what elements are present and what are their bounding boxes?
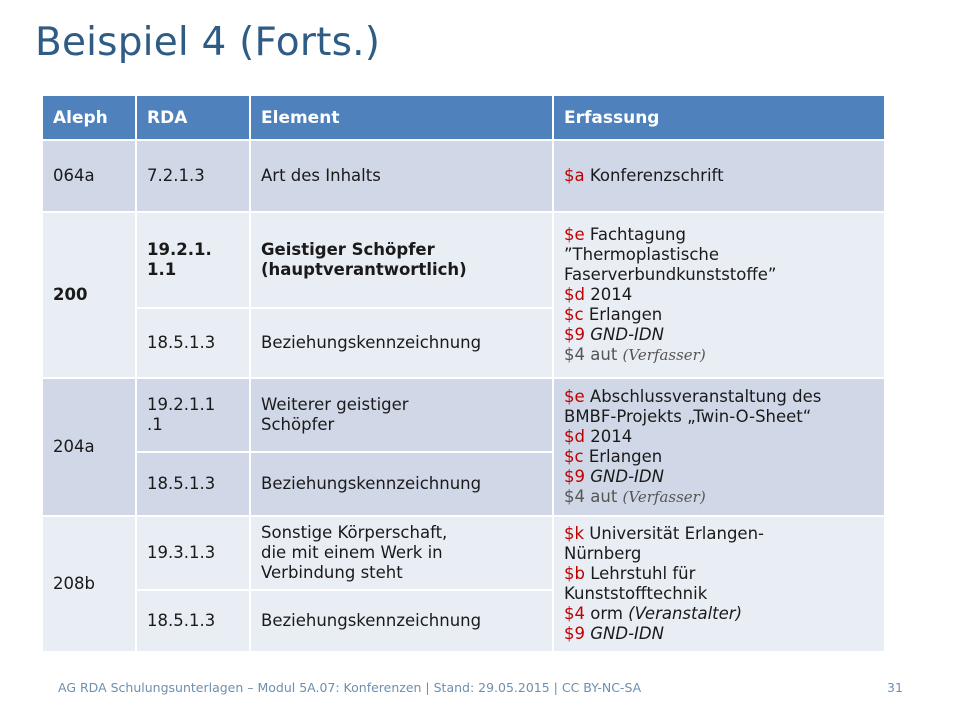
subfield-code: $4 — [564, 487, 585, 506]
erfassung-line — [564, 624, 878, 644]
subfield-value: Lehrstuhl für — [584, 564, 696, 583]
subfield-code: $9 — [564, 325, 585, 344]
rda-line: 19.2.1.1 — [147, 395, 216, 414]
subfield-code: $4 — [564, 345, 585, 364]
erfassung-line: Nürnberg — [564, 544, 642, 563]
subfield-value: GND-IDN — [585, 624, 664, 643]
element-line: Geistiger Schöpfer — [261, 240, 435, 259]
erfassung-line — [564, 225, 878, 245]
subfield-value: GND-IDN — [585, 467, 664, 486]
subfield-code: $e — [564, 387, 585, 406]
erfassung-line: Kunststofftechnik — [564, 584, 708, 603]
page-number: 31 — [887, 680, 903, 695]
element-cell — [250, 516, 553, 590]
rda-line: 19.2.1. — [147, 240, 212, 259]
rda-cell — [136, 212, 250, 308]
subfield-value: aut — [585, 487, 623, 506]
header-aleph: Aleph — [42, 95, 136, 140]
erfassung-cell — [553, 212, 885, 378]
example-table — [41, 94, 886, 653]
erfassung-cell — [553, 140, 885, 212]
role-label: (Veranstalter) — [628, 604, 743, 623]
element-line: Verbindung steht — [261, 563, 403, 582]
erfassung-line: BMBF-Projekts „Twin-O-Sheet“ — [564, 407, 812, 426]
subfield-value: GND-IDN — [585, 325, 664, 344]
element-cell: Art des Inhalts — [250, 140, 553, 212]
erfassung-line — [564, 345, 878, 365]
table-row — [42, 516, 885, 590]
erfassung-line — [564, 427, 878, 447]
subfield-code: $4 — [564, 604, 585, 623]
rda-cell: 18.5.1.3 — [136, 452, 250, 516]
role-label: (Verfasser) — [622, 346, 706, 364]
subfield-code: $b — [564, 564, 585, 583]
erfassung-line — [564, 305, 878, 325]
element-line: Weiterer geistiger — [261, 395, 409, 414]
header-erfassung: Erfassung — [553, 95, 885, 140]
subfield-value: 2014 — [584, 427, 633, 446]
rda-line: 1.1 — [147, 260, 177, 279]
rda-cell: 18.5.1.3 — [136, 590, 250, 652]
aleph-cell: 204a — [42, 378, 136, 516]
erfassung-line — [564, 564, 878, 584]
element-line: Schöpfer — [261, 415, 335, 434]
element-cell: Beziehungskennzeichnung — [250, 590, 553, 652]
subfield-value: Erlangen — [583, 447, 663, 466]
subfield-value: Konferenzschrift — [584, 166, 724, 185]
element-line: die mit einem Werk in — [261, 543, 443, 562]
element-cell — [250, 378, 553, 452]
subfield-value: Fachtagung — [584, 225, 686, 244]
element-cell: Beziehungskennzeichnung — [250, 452, 553, 516]
subfield-code: $d — [564, 427, 585, 446]
subfield-value: 2014 — [584, 285, 633, 304]
rda-cell — [136, 378, 250, 452]
subfield-code: $e — [564, 225, 585, 244]
erfassung-cell — [553, 516, 885, 652]
footer-text: AG RDA Schulungsunterlagen – Modul 5A.07: Konferenzen | Stand: 29.05.2015 | CC BY-NC-SA — [58, 680, 642, 695]
table-row — [42, 140, 885, 212]
subfield-value: orm — [585, 604, 629, 623]
aleph-cell: 200 — [42, 212, 136, 378]
erfassung-line: Faserverbundkunststoffe” — [564, 265, 777, 284]
erfassung-line — [564, 387, 878, 407]
subfield-value: Universität Erlangen- — [584, 524, 764, 543]
header-rda: RDA — [136, 95, 250, 140]
header-row — [42, 95, 885, 140]
header-element: Element — [250, 95, 553, 140]
erfassung-line — [564, 487, 878, 507]
erfassung-line — [564, 325, 878, 345]
table-row — [42, 212, 885, 308]
rda-line: .1 — [147, 415, 163, 434]
subfield-value: aut — [585, 345, 623, 364]
slide-title: Beispiel 4 (Forts.) — [35, 20, 381, 65]
element-cell — [250, 212, 553, 308]
element-line: Sonstige Körperschaft, — [261, 523, 448, 542]
subfield-code: $9 — [564, 624, 585, 643]
subfield-code: $k — [564, 524, 585, 543]
aleph-cell: 208b — [42, 516, 136, 652]
rda-cell: 19.3.1.3 — [136, 516, 250, 590]
element-line: (hauptverantwortlich) — [261, 260, 467, 279]
element-cell: Beziehungskennzeichnung — [250, 308, 553, 378]
erfassung-line — [564, 467, 878, 487]
erfassung-line — [564, 604, 878, 624]
subfield-value: Abschlussveranstaltung des — [584, 387, 822, 406]
erfassung-line — [564, 285, 878, 305]
table-row — [42, 378, 885, 452]
subfield-code: $d — [564, 285, 585, 304]
role-label: (Verfasser) — [622, 488, 706, 506]
subfield-value: Erlangen — [583, 305, 663, 324]
erfassung-line — [564, 447, 878, 467]
aleph-cell: 064a — [42, 140, 136, 212]
erfassung-line: ”Thermoplastische — [564, 245, 719, 264]
subfield-code: $9 — [564, 467, 585, 486]
rda-cell: 18.5.1.3 — [136, 308, 250, 378]
erfassung-cell — [553, 378, 885, 516]
subfield-code: $c — [564, 447, 584, 466]
erfassung-line — [564, 524, 878, 544]
subfield-code: $a — [564, 166, 585, 185]
rda-cell: 7.2.1.3 — [136, 140, 250, 212]
subfield-code: $c — [564, 305, 584, 324]
